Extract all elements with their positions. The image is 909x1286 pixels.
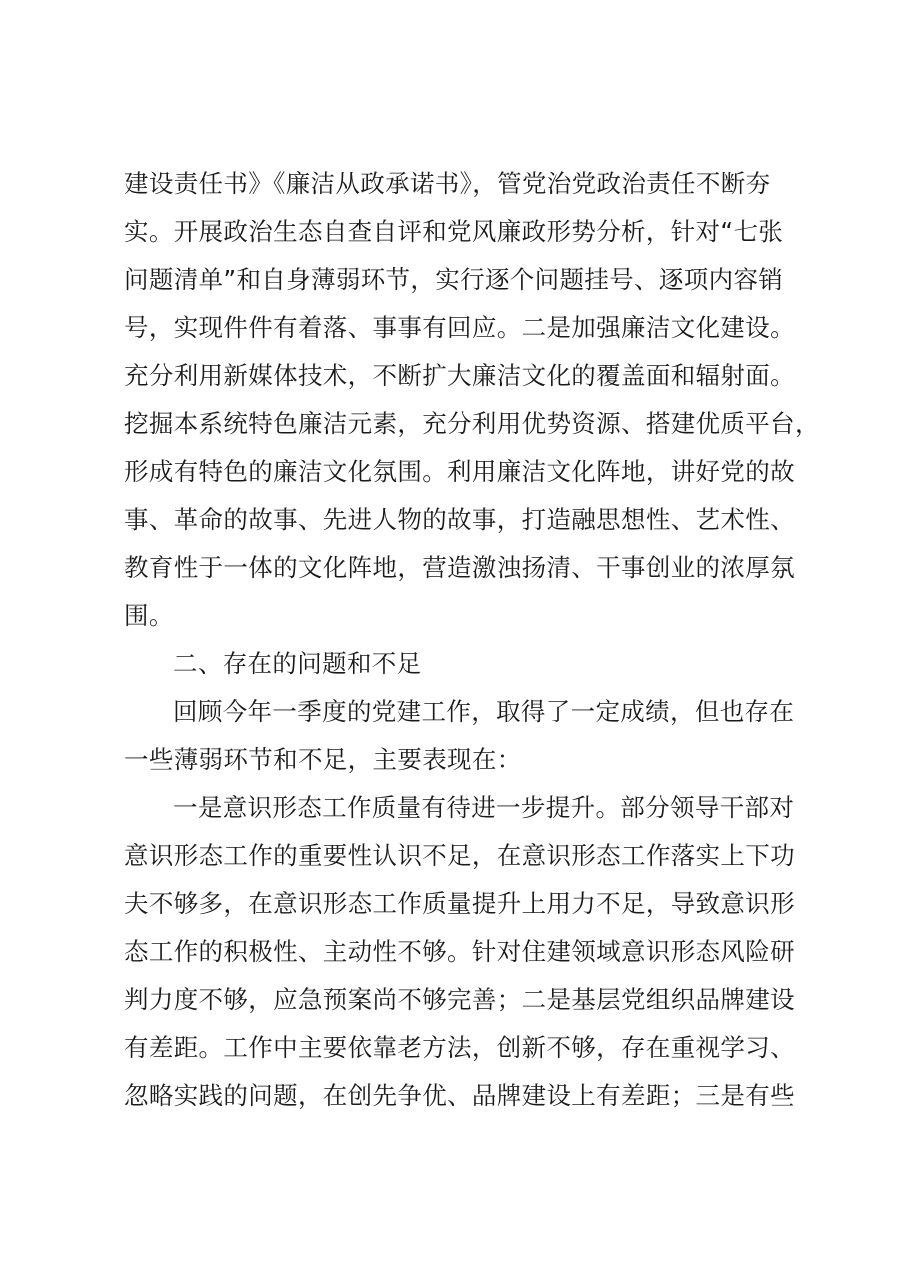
text-line: 形成有特色的廉洁文化氛围。利用廉洁文化阵地，讲好党的故 bbox=[124, 457, 795, 486]
text-line: 问题清单”和自身薄弱环节，实行逐个问题挂号、逐项内容销 bbox=[124, 265, 784, 294]
text-line: 有差距。工作中主要依靠老方法，创新不够，存在重视学习、 bbox=[124, 1033, 795, 1062]
text-line: 事、革命的故事、先进人物的故事，打造融思想性、艺术性、 bbox=[124, 505, 795, 534]
text-line: 一是意识形态工作质量有待进一步提升。部分领导干部对 bbox=[173, 793, 795, 822]
text-line: 号，实现件件有着落、事事有回应。二是加强廉洁文化建设。 bbox=[124, 313, 795, 342]
text-line: 围。 bbox=[124, 601, 174, 630]
text-line: 充分利用新媒体技术，不断扩大廉洁文化的覆盖面和辐射面。 bbox=[124, 361, 795, 390]
text-line: 实。开展政治生态自查自评和党风廉政形势分析，针对“七张 bbox=[124, 217, 784, 246]
text-line: 建设责任书》《廉洁从政承诺书》，管党治党政治责任不断夯 bbox=[124, 169, 771, 198]
text-line: 判力度不够，应急预案尚不够完善；二是基层党组织品牌建设 bbox=[124, 985, 795, 1014]
text-line: 意识形态工作的重要性认识不足，在意识形态工作落实上下功 bbox=[124, 841, 795, 870]
section-heading: 二、存在的问题和不足 bbox=[173, 649, 422, 678]
text-line: 忽略实践的问题，在创先争优、品牌建设上有差距；三是有些 bbox=[124, 1081, 795, 1110]
text-line: 挖掘本系统特色廉洁元素，充分利用优势资源、搭建优质平台， bbox=[124, 409, 820, 438]
text-line: 回顾今年一季度的党建工作，取得了一定成绩，但也存在 bbox=[173, 697, 795, 726]
text-line: 态工作的积极性、主动性不够。针对住建领域意识形态风险研 bbox=[124, 937, 795, 966]
text-line: 教育性于一体的文化阵地，营造激浊扬清、干事创业的浓厚氛 bbox=[124, 553, 795, 582]
text-line: 一些薄弱环节和不足，主要表现在： bbox=[124, 745, 522, 774]
text-line: 夫不够多，在意识形态工作质量提升上用力不足，导致意识形 bbox=[124, 889, 795, 918]
document-body bbox=[124, 160, 820, 1120]
